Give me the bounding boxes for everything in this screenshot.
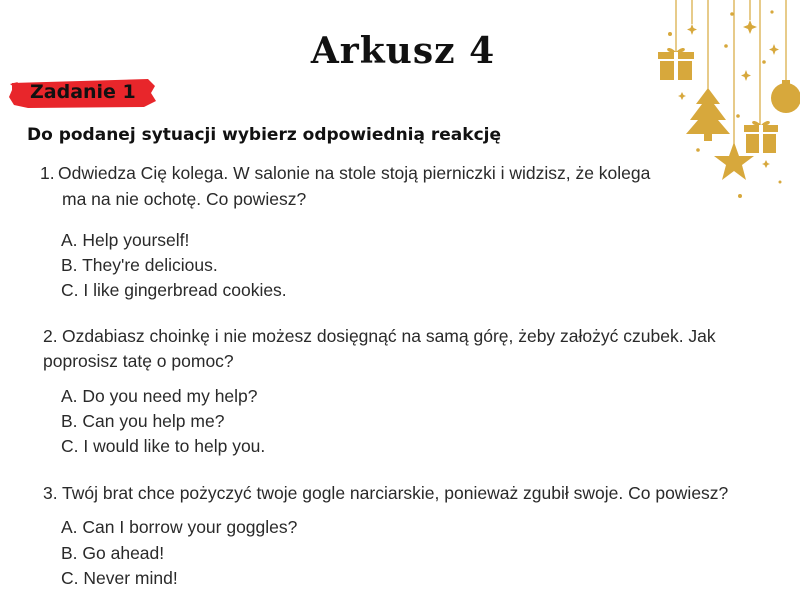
question-text: Odwiedza Cię kolega. W salonie na stole stoją pierniczki i widzisz, że kolega (58, 163, 651, 183)
christmas-decorations (640, 0, 800, 200)
gift-icon (658, 48, 694, 80)
task-badge-label: Zadanie 1 (30, 81, 136, 103)
answer-option: B. Can you help me? (61, 411, 225, 431)
question-text: Ozdabiasz choinkę i nie możesz dosięgnąć na samą górę, żeby założyć czubek. Jak (62, 326, 716, 346)
question-number: 2. (43, 326, 58, 346)
task-badge (8, 77, 158, 109)
question-number: 3. (43, 483, 58, 503)
gift-icon (744, 121, 778, 153)
answer-option: C. Never mind! (61, 568, 178, 588)
answer-option: A. Help yourself! (61, 230, 190, 250)
bauble-icon (771, 80, 800, 113)
question-number: 1. (40, 163, 55, 183)
answer-option: C. I like gingerbread cookies. (61, 280, 287, 300)
answer-option: B. They're delicious. (61, 255, 218, 275)
answer-option: A. Do you need my help? (61, 386, 258, 406)
page-title: Arkusz 4 (310, 30, 496, 72)
answer-option: C. I would like to help you. (61, 436, 266, 456)
answer-option: B. Go ahead! (61, 543, 165, 563)
christmas-tree-icon (686, 88, 730, 141)
question-text: Twój brat chce pożyczyć twoje gogle narciarskie, ponieważ zgubił swoje. Co powiesz? (62, 483, 729, 503)
question-text: poprosisz tatę o pomoc? (43, 351, 234, 371)
answer-option: A. Can I borrow your goggles? (61, 517, 298, 537)
task-instruction: Do podanej sytuacji wybierz odpowiednią reakcję (27, 125, 502, 145)
question-text: ma na nie ochotę. Co powiesz? (62, 189, 307, 209)
